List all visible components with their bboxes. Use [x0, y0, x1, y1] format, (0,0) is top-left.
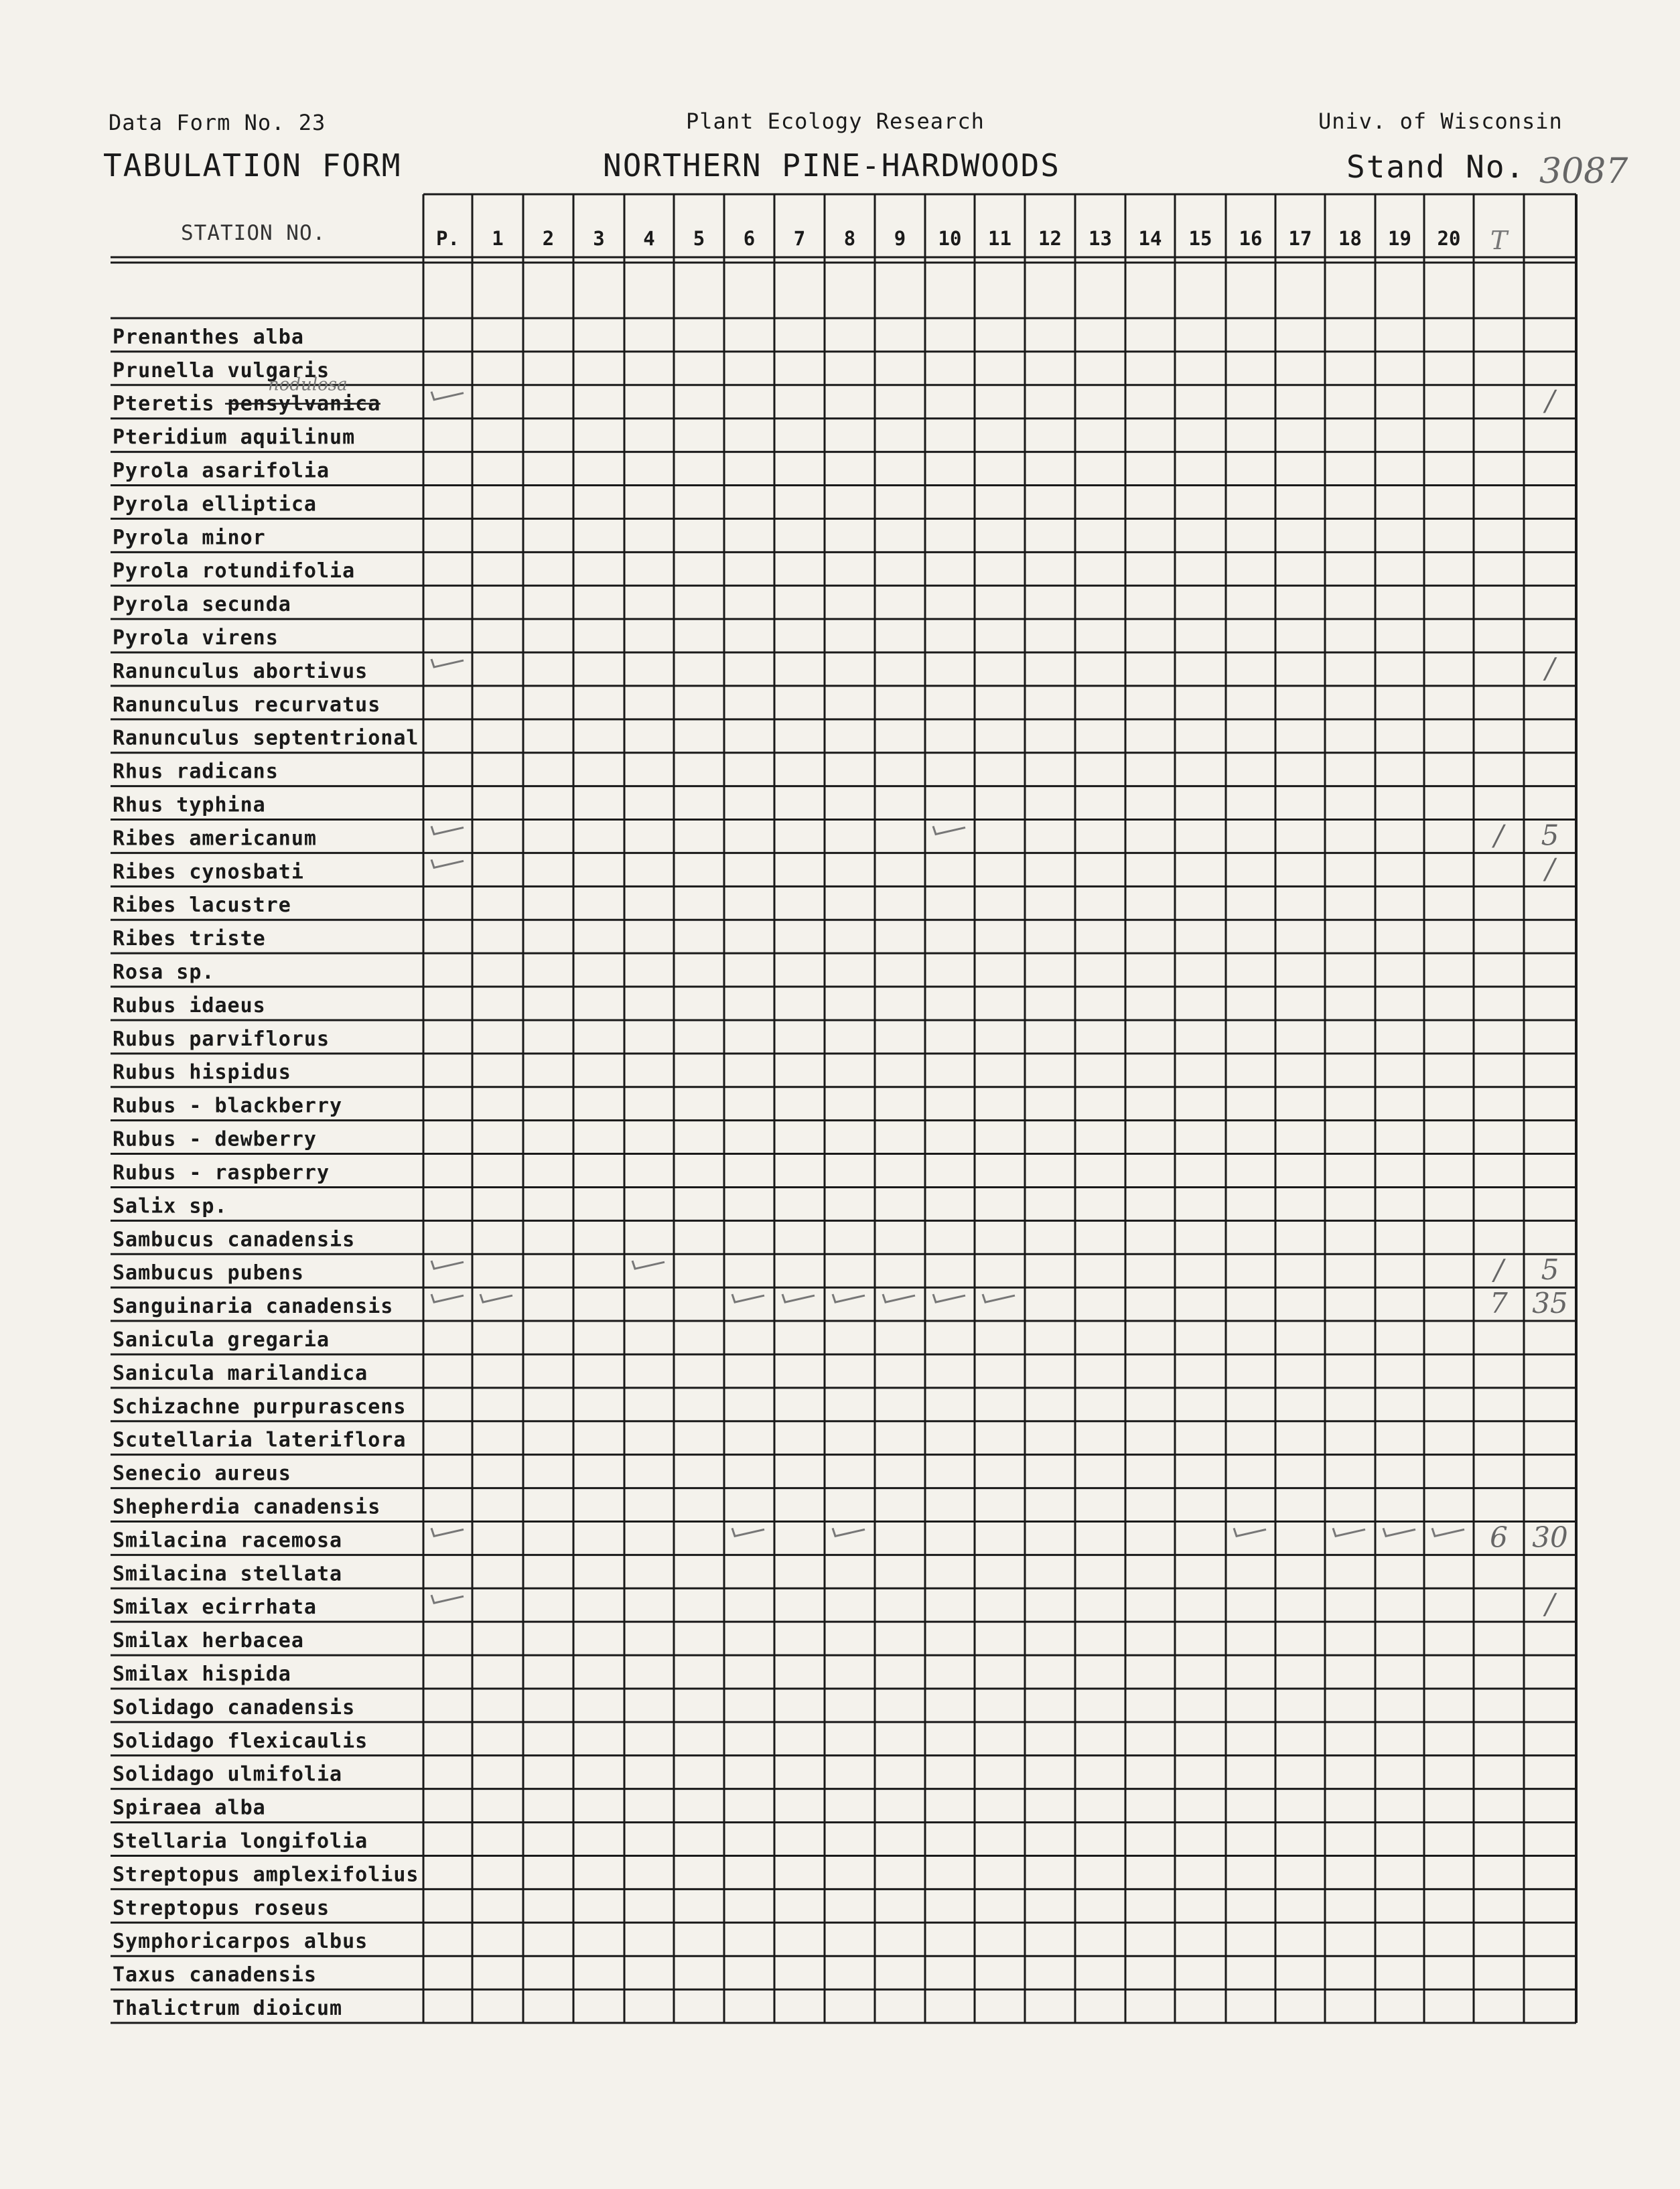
tally-frequency: 30	[1532, 1521, 1568, 1554]
check-mark	[732, 1528, 764, 1536]
column-header: 20	[1437, 227, 1461, 250]
species-name: Pteretis pensylvanica	[113, 392, 381, 416]
species-name: Prenanthes alba	[113, 325, 304, 349]
species-name: Scutellaria lateriflora	[113, 1428, 407, 1452]
station-header: STATION NO.	[181, 221, 326, 245]
check-mark	[431, 392, 464, 400]
tally-frequency: 5	[1541, 1253, 1559, 1287]
species-name: Pteridium aquilinum	[113, 425, 356, 449]
species-name: Ranunculus abortivus	[113, 659, 368, 683]
column-header: 8	[843, 227, 856, 250]
species-name: Spiraea alba	[113, 1796, 266, 1820]
species-name: Smilacina racemosa	[113, 1529, 343, 1553]
check-mark	[632, 1261, 664, 1269]
column-header: 16	[1239, 227, 1263, 250]
species-name: Schizachne purpurascens	[113, 1395, 407, 1419]
column-header: 12	[1038, 227, 1062, 250]
tally-total: 6	[1490, 1521, 1508, 1554]
column-header: 5	[693, 227, 705, 250]
column-header: 10	[938, 227, 962, 250]
tally-frequency: /	[1545, 384, 1555, 417]
check-mark	[933, 1294, 965, 1302]
check-mark	[782, 1294, 815, 1302]
column-header: T	[1490, 226, 1508, 255]
species-name: Smilacina stellata	[113, 1562, 343, 1586]
stand-label: Stand No.	[1346, 149, 1526, 185]
species-name: Sanicula marilandica	[113, 1361, 368, 1385]
form-title: TABULATION FORM	[103, 147, 402, 184]
column-header: 17	[1288, 227, 1312, 250]
check-mark	[732, 1294, 764, 1302]
species-name: Ranunculus septentrional	[113, 726, 419, 750]
check-mark	[480, 1294, 512, 1302]
tally-frequency: /	[1545, 852, 1555, 886]
university: Univ. of Wisconsin	[1318, 109, 1563, 134]
check-mark	[431, 826, 464, 834]
species-name: Rubus - raspberry	[113, 1161, 330, 1185]
check-mark	[431, 659, 464, 667]
check-mark	[983, 1294, 1015, 1302]
species-name: Rosa sp.	[113, 961, 215, 985]
column-header: 19	[1388, 227, 1411, 250]
column-header: 3	[593, 227, 605, 250]
species-name: Ribes triste	[113, 927, 266, 951]
handwritten-annotation: nodulosa	[268, 374, 348, 395]
column-header: 2	[542, 227, 555, 250]
check-mark	[883, 1294, 915, 1302]
species-name: Rhus radicans	[113, 760, 279, 784]
check-mark	[431, 859, 464, 867]
species-name: Ranunculus recurvatus	[113, 693, 381, 717]
species-name: Sambucus canadensis	[113, 1228, 356, 1252]
species-name: Pyrola asarifolia	[113, 459, 330, 483]
species-name: Streptopus amplexifolius	[113, 1863, 419, 1887]
check-mark	[431, 1261, 464, 1269]
species-name: Pyrola secunda	[113, 593, 291, 617]
species-name: Solidago flexicaulis	[113, 1729, 368, 1753]
column-header: 14	[1138, 227, 1162, 250]
column-header: 9	[894, 227, 906, 250]
check-mark	[933, 826, 965, 834]
check-mark	[431, 1294, 464, 1302]
species-name: Sambucus pubens	[113, 1261, 304, 1285]
column-header: P.	[436, 227, 460, 250]
species-name: Smilax herbacea	[113, 1629, 304, 1653]
check-mark	[1432, 1528, 1464, 1536]
species-name: Rubus idaeus	[113, 993, 266, 1017]
column-header: 15	[1188, 227, 1212, 250]
species-name: Rubus hispidus	[113, 1060, 291, 1084]
tally-frequency: /	[1545, 651, 1555, 685]
species-name: Shepherdia canadensis	[113, 1495, 381, 1519]
check-mark	[833, 1528, 865, 1536]
species-name: Ribes cynosbati	[113, 860, 304, 884]
stand-number: 3087	[1539, 151, 1628, 192]
species-name: Solidago ulmifolia	[113, 1762, 343, 1786]
species-name: Ribes lacustre	[113, 894, 291, 918]
tally-total: 7	[1490, 1287, 1508, 1320]
species-name: Smilax ecirrhata	[113, 1596, 317, 1620]
species-name: Senecio aureus	[113, 1462, 291, 1486]
species-name: Rubus - dewberry	[113, 1127, 317, 1151]
tally-frequency: 35	[1532, 1287, 1568, 1320]
tally-frequency: 5	[1541, 819, 1559, 852]
check-mark	[431, 1595, 464, 1603]
column-header: 7	[793, 227, 806, 250]
column-header: 1	[492, 227, 504, 250]
species-name: Streptopus roseus	[113, 1896, 330, 1920]
check-mark	[1383, 1528, 1415, 1536]
tally-total: /	[1494, 1253, 1504, 1287]
check-mark	[1234, 1528, 1266, 1536]
tally-frequency: /	[1545, 1587, 1555, 1621]
organization: Plant Ecology Research	[686, 109, 985, 134]
species-name: Rubus - blackberry	[113, 1094, 343, 1118]
community-title: NORTHERN PINE-HARDWOODS	[603, 147, 1060, 184]
column-header: 13	[1089, 227, 1112, 250]
species-name: Smilax hispida	[113, 1662, 291, 1686]
species-name: Rubus parviflorus	[113, 1027, 330, 1051]
species-name: Rhus typhina	[113, 793, 266, 817]
tally-total: /	[1494, 819, 1504, 852]
species-name: Salix sp.	[113, 1194, 228, 1218]
species-name: Thalictrum dioicum	[113, 1997, 343, 2020]
species-name: Taxus canadensis	[113, 1963, 317, 1987]
species-name: Pyrola minor	[113, 526, 266, 550]
check-mark	[1333, 1528, 1365, 1536]
species-name: Sanguinaria canadensis	[113, 1295, 394, 1319]
check-mark	[431, 1528, 464, 1536]
species-name: Sanicula gregaria	[113, 1328, 330, 1352]
species-name: Pyrola rotundifolia	[113, 559, 356, 583]
check-mark	[833, 1294, 865, 1302]
species-name: Pyrola elliptica	[113, 492, 317, 516]
species-name: Solidago canadensis	[113, 1695, 356, 1719]
species-name: Symphoricarpos albus	[113, 1930, 368, 1954]
form-number: Data Form No. 23	[109, 110, 326, 135]
species-name: Ribes americanum	[113, 827, 317, 851]
column-header: 18	[1338, 227, 1362, 250]
species-name: Pyrola virens	[113, 626, 279, 650]
species-name: Stellaria longifolia	[113, 1829, 368, 1853]
column-header: 6	[743, 227, 756, 250]
column-header: 4	[643, 227, 655, 250]
species-name: Prunella vulgaris	[113, 358, 330, 382]
column-header: 11	[988, 227, 1011, 250]
